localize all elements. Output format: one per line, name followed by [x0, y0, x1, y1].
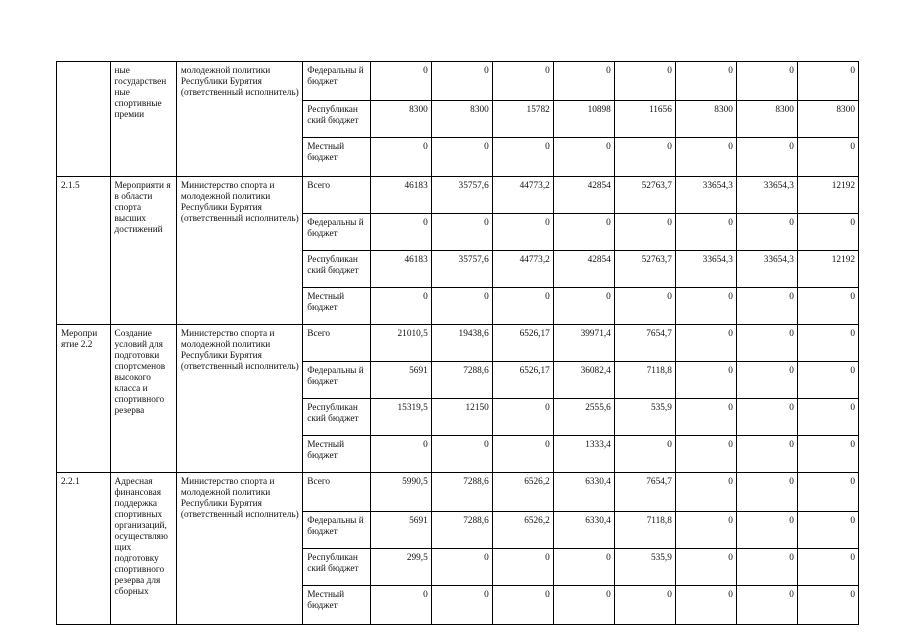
- amount-cell: 2555,6: [553, 399, 614, 436]
- amount-cell: 10898: [553, 101, 614, 138]
- measure-name-cell: Мероприяти я в области спорта высших достижений: [110, 177, 176, 325]
- amount-cell: 52763,7: [614, 251, 675, 288]
- amount-cell: 0: [492, 549, 553, 586]
- amount-cell: 0: [553, 62, 614, 101]
- amount-cell: 0: [492, 138, 553, 177]
- amount-cell: 0: [736, 549, 797, 586]
- funding-source-cell: Всего: [303, 325, 370, 362]
- funding-source-cell: Всего: [303, 177, 370, 214]
- amount-cell: 15782: [492, 101, 553, 138]
- amount-cell: 7288,6: [431, 473, 492, 512]
- amount-cell: 0: [553, 214, 614, 251]
- amount-cell: 0: [675, 288, 736, 325]
- amount-cell: 33654,3: [736, 177, 797, 214]
- amount-cell: 7654,7: [614, 473, 675, 512]
- amount-cell: 535,9: [614, 549, 675, 586]
- amount-cell: 0: [492, 214, 553, 251]
- amount-cell: 0: [797, 399, 858, 436]
- amount-cell: 0: [797, 325, 858, 362]
- funding-source-cell: Федеральны й бюджет: [303, 512, 370, 549]
- amount-cell: 42854: [553, 251, 614, 288]
- amount-cell: 5691: [370, 362, 431, 399]
- amount-cell: 0: [431, 288, 492, 325]
- amount-cell: 0: [675, 512, 736, 549]
- executor-cell: Министерство спорта и молодежной политики Республики Бурятия (ответственный исполнитель): [176, 473, 302, 625]
- executor-cell: молодежной политики Республики Бурятия (ответственный исполнитель): [176, 62, 302, 177]
- funding-source-cell: Федеральны й бюджет: [303, 214, 370, 251]
- measure-code-cell: Меропри ятие 2.2: [57, 325, 111, 473]
- measure-name-cell: ные государствен ные спортивные премии: [110, 62, 176, 177]
- amount-cell: 0: [431, 214, 492, 251]
- amount-cell: 52763,7: [614, 177, 675, 214]
- amount-cell: 0: [797, 512, 858, 549]
- amount-cell: 5990,5: [370, 473, 431, 512]
- amount-cell: 0: [797, 138, 858, 177]
- amount-cell: 46183: [370, 177, 431, 214]
- table-row: [57, 325, 859, 362]
- amount-cell: 6330,4: [553, 512, 614, 549]
- amount-cell: 0: [614, 214, 675, 251]
- amount-cell: 0: [492, 62, 553, 101]
- executor-cell: Министерство спорта и молодежной политики Республики Бурятия (ответственный исполнитель): [176, 177, 302, 325]
- amount-cell: 0: [675, 325, 736, 362]
- funding-source-cell: Республикан ский бюджет: [303, 251, 370, 288]
- amount-cell: 35757,6: [431, 251, 492, 288]
- amount-cell: 0: [797, 214, 858, 251]
- amount-cell: 21010,5: [370, 325, 431, 362]
- amount-cell: 0: [492, 436, 553, 473]
- amount-cell: 0: [675, 362, 736, 399]
- amount-cell: 0: [797, 436, 858, 473]
- amount-cell: 0: [736, 214, 797, 251]
- amount-cell: 0: [675, 586, 736, 625]
- amount-cell: 0: [614, 138, 675, 177]
- amount-cell: 0: [370, 436, 431, 473]
- amount-cell: 0: [797, 62, 858, 101]
- amount-cell: 0: [431, 586, 492, 625]
- amount-cell: 19438,6: [431, 325, 492, 362]
- amount-cell: 0: [553, 288, 614, 325]
- amount-cell: 6330,4: [553, 473, 614, 512]
- amount-cell: 0: [797, 362, 858, 399]
- amount-cell: 0: [797, 586, 858, 625]
- amount-cell: 7288,6: [431, 362, 492, 399]
- amount-cell: 7288,6: [431, 512, 492, 549]
- amount-cell: 8300: [370, 101, 431, 138]
- measure-name-cell: Создание условий для подготовки спортсменов высокого класса и спортивного резерва: [110, 325, 176, 473]
- amount-cell: 0: [431, 62, 492, 101]
- amount-cell: 0: [492, 399, 553, 436]
- amount-cell: 0: [736, 512, 797, 549]
- measure-code-cell: 2.2.1: [57, 473, 111, 625]
- table-row: [57, 62, 859, 101]
- amount-cell: 8300: [797, 101, 858, 138]
- amount-cell: 0: [431, 138, 492, 177]
- amount-cell: 0: [614, 288, 675, 325]
- amount-cell: 299,5: [370, 549, 431, 586]
- amount-cell: 15319,5: [370, 399, 431, 436]
- amount-cell: 35757,6: [431, 177, 492, 214]
- amount-cell: 33654,3: [675, 251, 736, 288]
- amount-cell: 0: [370, 586, 431, 625]
- table-row: [57, 177, 859, 214]
- amount-cell: 0: [614, 586, 675, 625]
- amount-cell: 0: [370, 214, 431, 251]
- amount-cell: 46183: [370, 251, 431, 288]
- funding-source-cell: Местный бюджет: [303, 288, 370, 325]
- amount-cell: 12150: [431, 399, 492, 436]
- funding-source-cell: Федеральны й бюджет: [303, 62, 370, 101]
- amount-cell: 6526,17: [492, 362, 553, 399]
- amount-cell: 0: [797, 473, 858, 512]
- amount-cell: 0: [736, 325, 797, 362]
- amount-cell: 44773,2: [492, 177, 553, 214]
- amount-cell: 0: [492, 586, 553, 625]
- amount-cell: 0: [797, 549, 858, 586]
- measure-code-cell: 2.1.5: [57, 177, 111, 325]
- measure-code-cell: [57, 62, 111, 177]
- amount-cell: 0: [675, 399, 736, 436]
- amount-cell: 7118,8: [614, 512, 675, 549]
- amount-cell: 33654,3: [675, 177, 736, 214]
- funding-source-cell: Федеральны й бюджет: [303, 362, 370, 399]
- amount-cell: 0: [675, 214, 736, 251]
- amount-cell: 33654,3: [736, 251, 797, 288]
- amount-cell: 0: [736, 473, 797, 512]
- amount-cell: 0: [736, 62, 797, 101]
- amount-cell: 0: [492, 288, 553, 325]
- amount-cell: 5691: [370, 512, 431, 549]
- amount-cell: 8300: [431, 101, 492, 138]
- amount-cell: 535,9: [614, 399, 675, 436]
- amount-cell: 0: [370, 62, 431, 101]
- amount-cell: 0: [736, 399, 797, 436]
- amount-cell: 8300: [675, 101, 736, 138]
- funding-source-cell: Республикан ский бюджет: [303, 399, 370, 436]
- amount-cell: 0: [431, 436, 492, 473]
- amount-cell: 12192: [797, 177, 858, 214]
- amount-cell: 0: [675, 62, 736, 101]
- amount-cell: 0: [675, 473, 736, 512]
- amount-cell: 6526,17: [492, 325, 553, 362]
- amount-cell: 0: [736, 288, 797, 325]
- amount-cell: 0: [675, 138, 736, 177]
- amount-cell: 0: [675, 549, 736, 586]
- amount-cell: 0: [614, 436, 675, 473]
- funding-source-cell: Республикан ский бюджет: [303, 101, 370, 138]
- amount-cell: 0: [736, 436, 797, 473]
- amount-cell: 0: [736, 138, 797, 177]
- amount-cell: 11656: [614, 101, 675, 138]
- funding-source-cell: Всего: [303, 473, 370, 512]
- amount-cell: 44773,2: [492, 251, 553, 288]
- funding-source-cell: Местный бюджет: [303, 138, 370, 177]
- amount-cell: 8300: [736, 101, 797, 138]
- amount-cell: 0: [675, 436, 736, 473]
- amount-cell: 0: [431, 549, 492, 586]
- measure-name-cell: Адресная финансовая поддержка спортивных организаций, осуществляю щих подготовку спортивного резерва для сборных: [110, 473, 176, 625]
- amount-cell: 7118,8: [614, 362, 675, 399]
- amount-cell: 12192: [797, 251, 858, 288]
- amount-cell: 0: [370, 138, 431, 177]
- table-body: [57, 62, 859, 625]
- amount-cell: 7654,7: [614, 325, 675, 362]
- amount-cell: 36082,4: [553, 362, 614, 399]
- executor-cell: Министерство спорта и молодежной политики Республики Бурятия (ответственный исполнитель): [176, 325, 302, 473]
- funding-table: [56, 61, 859, 625]
- amount-cell: 39971,4: [553, 325, 614, 362]
- amount-cell: 0: [736, 586, 797, 625]
- funding-source-cell: Местный бюджет: [303, 586, 370, 625]
- funding-source-cell: Республикан ский бюджет: [303, 549, 370, 586]
- amount-cell: 0: [370, 288, 431, 325]
- amount-cell: 1333,4: [553, 436, 614, 473]
- amount-cell: 0: [553, 586, 614, 625]
- amount-cell: 6526,2: [492, 473, 553, 512]
- amount-cell: 0: [553, 138, 614, 177]
- amount-cell: 0: [553, 549, 614, 586]
- amount-cell: 6526,2: [492, 512, 553, 549]
- amount-cell: 0: [797, 288, 858, 325]
- amount-cell: 0: [736, 362, 797, 399]
- amount-cell: 42854: [553, 177, 614, 214]
- table-row: [57, 473, 859, 512]
- funding-source-cell: Местный бюджет: [303, 436, 370, 473]
- amount-cell: 0: [614, 62, 675, 101]
